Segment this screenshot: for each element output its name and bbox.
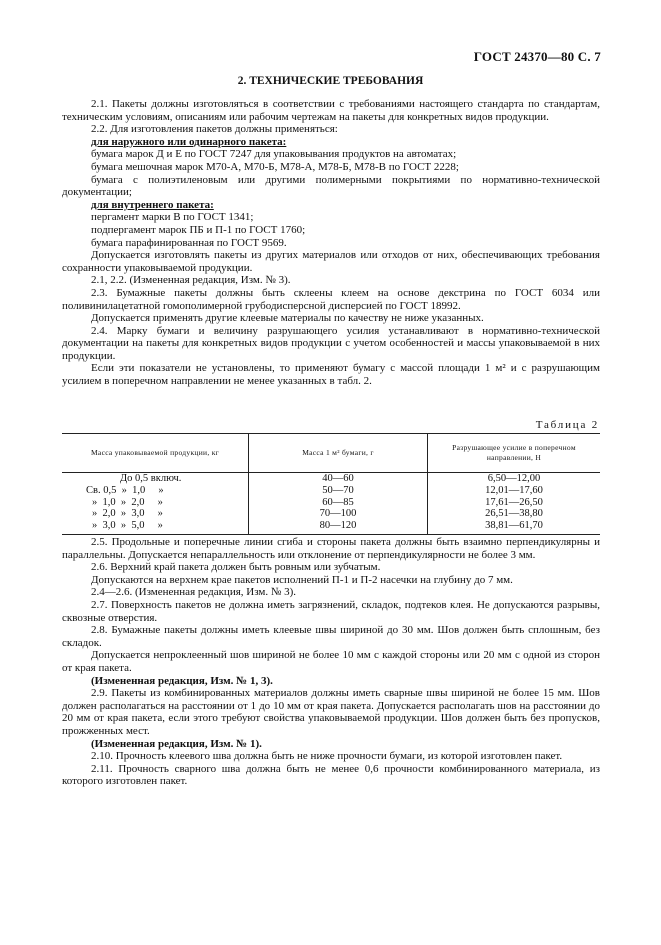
paragraph: для внутреннего пакета: bbox=[91, 198, 214, 211]
cell-paper: 40—60 bbox=[249, 473, 428, 485]
table-header-paper: Масса 1 м² бумаги, г bbox=[249, 434, 428, 473]
table-row bbox=[62, 520, 600, 534]
paragraph: 2.1. Пакеты должны изготовляться в соответствии с требованиями настоящего стандарта по стандартам, техническим условиям, описаниям или рабочим чертежам на пакеты для конкретных видов продукции. bbox=[62, 98, 600, 123]
requirements-text-top bbox=[62, 98, 600, 388]
page-header-code: ГОСТ 24370—80 С. 7 bbox=[473, 49, 601, 64]
table-2 bbox=[62, 433, 600, 535]
paragraph: 2.1, 2.2. (Измененная редакция, Изм. № 3). bbox=[91, 274, 291, 287]
table-row bbox=[62, 497, 600, 509]
paragraph: 2.3. Бумажные пакеты должны быть склеены клеем на основе декстрина по ГОСТ 6034 или поливинилацетатной гомополимерной грубодисперсной дисперсией по ГОСТ 18992. bbox=[62, 286, 600, 312]
paragraph: 2.8. Бумажные пакеты должны иметь клеевые швы шириной до 30 мм. Шов должен быть сплошным, без складок. bbox=[62, 624, 600, 649]
cell-force: 6,50—12,00 bbox=[487, 473, 541, 484]
cell-paper: 60—85 bbox=[249, 497, 428, 509]
paragraph: (Измененная редакция, Изм. № 1, 3). bbox=[91, 674, 273, 687]
requirements-text-bottom bbox=[62, 536, 600, 788]
cell-force: 12,01—17,60 bbox=[485, 484, 543, 496]
paragraph: 2.9. Пакеты из комбинированных материалов должны иметь сварные швы шириной не более 15 мм. Шов должен располагаться на расстоянии от 1 до 10 мм от края пакета. Допускается располагать шов на расстоянии до 20 мм от края пакета, если этого требуют свойства упаковываемой продукции. Шов должен быть без пропусков, прожженных мест. bbox=[62, 687, 600, 737]
paragraph: 2.10. Прочность клеевого шва должна быть не ниже прочности бумаги, из которой изготовлен пакет. bbox=[91, 750, 563, 763]
cell-force: 26,51—38,80 bbox=[485, 508, 543, 520]
paragraph: 2.5. Продольные и поперечные линии сгиба и стороны пакета должны быть взаимно перпендикулярны и параллельны. Допускается непараллельность или отклонение от перпендикулярности не более 3 мм. bbox=[62, 536, 600, 561]
paragraph: бумага мешочная марок М70-А, М70-Б, М78-А, М78-Б, М78-В по ГОСТ 2228; bbox=[91, 160, 459, 173]
cell-mass: Св. 0,5 » 1,0 » bbox=[86, 484, 164, 496]
table-row bbox=[62, 508, 600, 520]
paragraph: Допускаются на верхнем крае пакетов исполнений П-1 и П-2 насечки на глубину до 7 мм. bbox=[91, 573, 513, 586]
cell-force: 17,61—26,50 bbox=[485, 496, 543, 508]
paragraph: 2.4—2.6. (Измененная редакция, Изм. № 3). bbox=[91, 586, 297, 599]
paragraph: бумага марок Д и Е по ГОСТ 7247 для упаковывания продуктов на автоматах; bbox=[91, 148, 457, 161]
cell-mass: » 3,0 » 5,0 » bbox=[62, 520, 249, 534]
paragraph: 2.7. Поверхность пакетов не должна иметь загрязнений, складок, подтеков клея. Не допускаются разрывы, сквозные отверстия. bbox=[62, 598, 600, 624]
table-row bbox=[62, 485, 600, 497]
paragraph: 2.2. Для изготовления пакетов должны применяться: bbox=[91, 123, 338, 136]
paragraph: Если эти показатели не установлены, то применяют бумагу с массой площади 1 м² и с разрушающим усилием в поперечном направлении не менее указанных в табл. 2. bbox=[62, 362, 600, 388]
paragraph: для наружного или одинарного пакета: bbox=[91, 135, 287, 148]
paragraph: 2.6. Верхний край пакета должен быть ровным или зубчатым. bbox=[91, 561, 381, 574]
table-header-mass: Масса упаковываемой продукции, кг bbox=[62, 434, 249, 473]
table-row bbox=[62, 473, 600, 485]
cell-paper: 70—100 bbox=[249, 508, 428, 520]
paragraph: Допускается непроклеенный шов шириной не более 10 мм с каждой стороны или 20 мм с одной из сторон от края пакета. bbox=[62, 649, 600, 674]
table-header-row bbox=[62, 434, 600, 473]
paragraph: (Измененная редакция, Изм. № 1). bbox=[91, 737, 262, 750]
cell-mass: До 0,5 включ. bbox=[120, 473, 182, 484]
table-header-force: Разрушающее усилие в поперечном направлении, Н bbox=[428, 434, 601, 473]
paragraph: 2.11. Прочность сварного шва должна быть не менее 0,6 прочности комбинированного материала, из которого изготовлен пакет. bbox=[62, 762, 600, 788]
cell-force: 38,81—61,70 bbox=[428, 520, 601, 534]
section-title: 2. ТЕХНИЧЕСКИЕ ТРЕБОВАНИЯ bbox=[237, 75, 424, 87]
paragraph: 2.4. Марку бумаги и величину разрушающего усилия устанавливают в нормативно-технической документации на пакеты для конкретных видов продукции с учетом особенностей и массы упаковываемой в них продукции. bbox=[62, 324, 600, 362]
paragraph: Допускается изготовлять пакеты из других материалов или отходов от них, обеспечивающих требования сохранности упаковываемой продукции. bbox=[62, 249, 600, 274]
paragraph: Допускается применять другие клеевые материалы по качеству не ниже указанных. bbox=[91, 312, 484, 325]
cell-mass: » 1,0 » 2,0 » bbox=[92, 496, 163, 508]
cell-mass: » 2,0 » 3,0 » bbox=[92, 508, 163, 520]
table-caption: Таблица 2 bbox=[535, 419, 599, 431]
paragraph: пергамент марки В по ГОСТ 1341; bbox=[91, 211, 254, 224]
paragraph: бумага с полиэтиленовым или другими полимерными покрытиями по нормативно-технической документации; bbox=[62, 173, 600, 199]
cell-paper: 50—70 bbox=[249, 485, 428, 497]
paragraph: бумага парафинированная по ГОСТ 9569. bbox=[91, 236, 287, 249]
paragraph: подпергамент марок ПБ и П-1 по ГОСТ 1760; bbox=[91, 223, 306, 236]
cell-paper: 80—120 bbox=[249, 520, 428, 534]
